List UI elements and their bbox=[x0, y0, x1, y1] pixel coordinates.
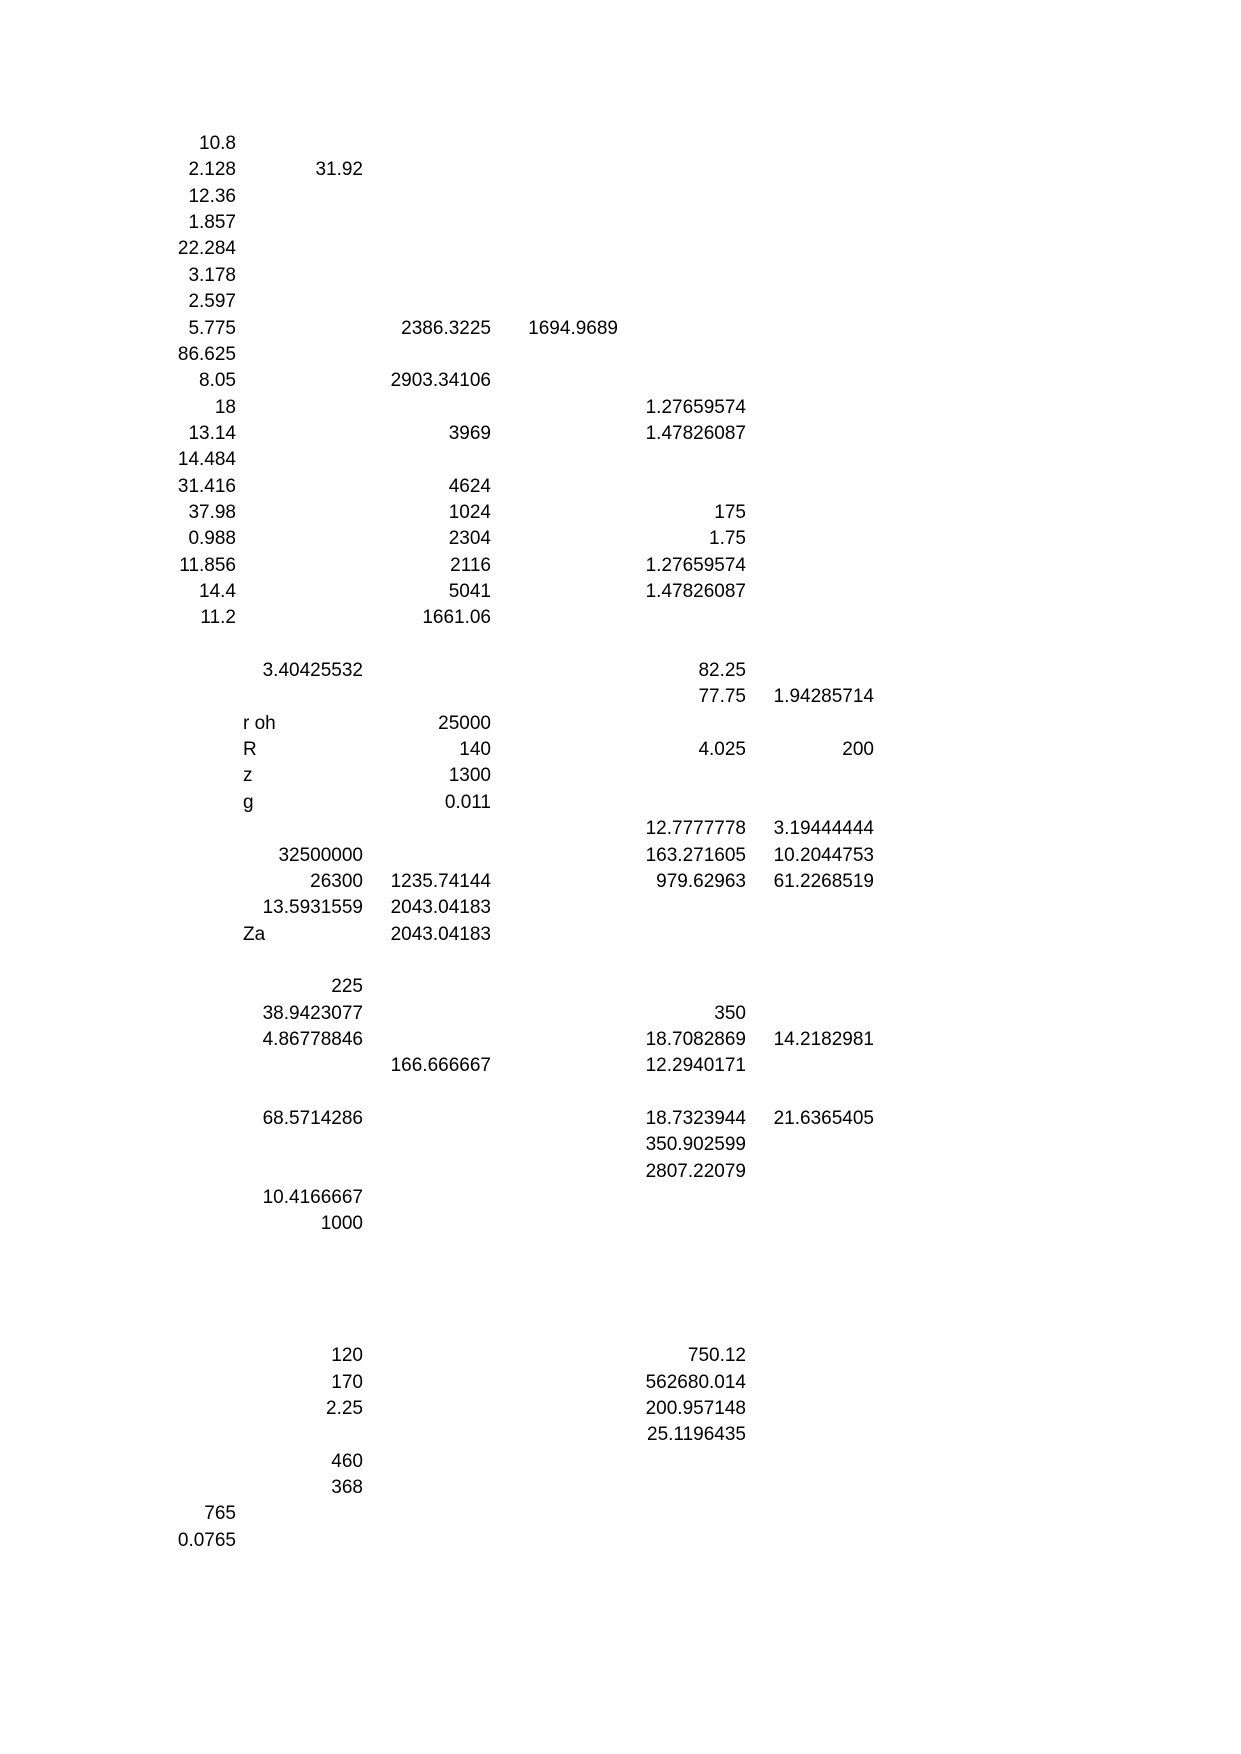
value-cell: 2903.34106 bbox=[390, 370, 491, 392]
value-cell: 18.7082869 bbox=[645, 1028, 746, 1050]
value-cell: 1661.06 bbox=[422, 607, 491, 629]
label-cell: z bbox=[243, 765, 253, 787]
value-cell: 350.902599 bbox=[645, 1134, 746, 1156]
value-cell: 1.75 bbox=[709, 528, 746, 550]
value-cell: 61.2268519 bbox=[773, 870, 874, 892]
value-cell: 1.94285714 bbox=[773, 686, 874, 708]
value-cell: 1694.9689 bbox=[528, 317, 618, 339]
value-cell: 21.6365405 bbox=[773, 1108, 874, 1129]
value-cell: 22.284 bbox=[177, 238, 236, 260]
value-cell: 18 bbox=[214, 396, 236, 418]
value-cell: 38.9423077 bbox=[262, 1002, 363, 1024]
value-cell: 0.0765 bbox=[177, 1529, 236, 1551]
value-cell: 350 bbox=[714, 1002, 746, 1024]
value-cell: 175 bbox=[714, 501, 746, 523]
value-cell: 32500000 bbox=[278, 844, 363, 866]
value-cell: 10.2044753 bbox=[773, 844, 874, 866]
value-cell: 1.857 bbox=[188, 212, 236, 234]
value-cell: 2.597 bbox=[188, 291, 236, 313]
value-cell: 0.988 bbox=[188, 528, 236, 550]
value-cell: 18.7323944 bbox=[645, 1108, 746, 1129]
value-cell: 12.2940171 bbox=[645, 1055, 746, 1077]
value-cell: 1.47826087 bbox=[645, 422, 746, 444]
value-cell: 82.25 bbox=[698, 660, 746, 681]
value-cell: 2043.04183 bbox=[390, 923, 491, 945]
value-cell: 13.5931559 bbox=[262, 897, 363, 919]
value-cell: 26300 bbox=[310, 870, 363, 892]
value-cell: 11.856 bbox=[179, 554, 236, 576]
value-cell: 140 bbox=[459, 739, 491, 761]
value-cell: 170 bbox=[331, 1371, 363, 1393]
value-cell: 3969 bbox=[448, 422, 491, 444]
value-cell: 1.27659574 bbox=[645, 396, 746, 418]
value-cell: 2043.04183 bbox=[390, 897, 491, 919]
value-cell: 31.416 bbox=[177, 475, 236, 497]
value-cell: 13.14 bbox=[188, 422, 236, 444]
value-cell: 0.011 bbox=[444, 791, 491, 813]
value-cell: 86.625 bbox=[177, 343, 236, 365]
value-cell: 200.957148 bbox=[645, 1397, 746, 1419]
value-cell: 8.05 bbox=[199, 370, 236, 392]
value-cell: 14.2182981 bbox=[773, 1028, 874, 1050]
value-cell: 1024 bbox=[448, 501, 491, 523]
value-cell: 1235.74144 bbox=[390, 870, 491, 892]
value-cell: 979.62963 bbox=[656, 870, 746, 892]
value-cell: 2.128 bbox=[188, 159, 236, 181]
value-cell: 120 bbox=[331, 1345, 363, 1367]
value-cell: 5.775 bbox=[188, 317, 236, 339]
value-cell: 368 bbox=[331, 1476, 363, 1498]
value-cell: 10.8 bbox=[199, 133, 236, 154]
value-cell: 166.666667 bbox=[390, 1055, 491, 1077]
value-cell: 11.2 bbox=[200, 607, 236, 629]
value-cell: 3.40425532 bbox=[262, 660, 363, 681]
value-cell: 5041 bbox=[448, 581, 491, 602]
value-cell: 25.1196435 bbox=[647, 1424, 746, 1446]
value-cell: 10.4166667 bbox=[262, 1187, 363, 1208]
value-cell: 225 bbox=[331, 976, 363, 998]
value-cell: 1000 bbox=[320, 1213, 363, 1235]
value-cell: 3.178 bbox=[188, 264, 236, 286]
value-cell: 1.27659574 bbox=[645, 554, 746, 576]
value-cell: 163.271605 bbox=[645, 844, 746, 866]
value-cell: 4.86778846 bbox=[262, 1028, 363, 1050]
value-cell: 12.7777778 bbox=[645, 818, 746, 840]
value-cell: 14.4 bbox=[199, 581, 236, 602]
value-cell: 4.025 bbox=[698, 739, 746, 761]
value-cell: 2304 bbox=[448, 528, 491, 550]
value-cell: 77.75 bbox=[698, 686, 746, 708]
value-cell: 25000 bbox=[438, 712, 491, 734]
value-cell: 460 bbox=[331, 1450, 363, 1472]
value-cell: 2807.22079 bbox=[645, 1160, 746, 1182]
value-cell: 1.47826087 bbox=[645, 581, 746, 602]
value-cell: 562680.014 bbox=[645, 1371, 746, 1393]
value-cell: 31.92 bbox=[315, 159, 363, 181]
label-cell: R bbox=[243, 739, 257, 761]
value-cell: 2116 bbox=[450, 554, 491, 576]
value-cell: 37.98 bbox=[188, 501, 236, 523]
value-cell: 1300 bbox=[448, 765, 491, 787]
value-cell: 200 bbox=[842, 739, 874, 761]
value-cell: 68.5714286 bbox=[262, 1108, 363, 1129]
value-cell: 3.19444444 bbox=[773, 818, 874, 840]
label-cell: r oh bbox=[243, 712, 276, 734]
value-cell: 2.25 bbox=[326, 1397, 363, 1419]
label-cell: g bbox=[243, 791, 254, 813]
value-cell: 14.484 bbox=[177, 449, 236, 471]
value-cell: 2386.3225 bbox=[401, 317, 491, 339]
value-cell: 12.36 bbox=[188, 185, 236, 207]
value-cell: 4624 bbox=[448, 475, 491, 497]
value-cell: 750.12 bbox=[687, 1345, 746, 1367]
label-cell: Za bbox=[243, 923, 266, 945]
value-cell: 765 bbox=[204, 1503, 236, 1525]
